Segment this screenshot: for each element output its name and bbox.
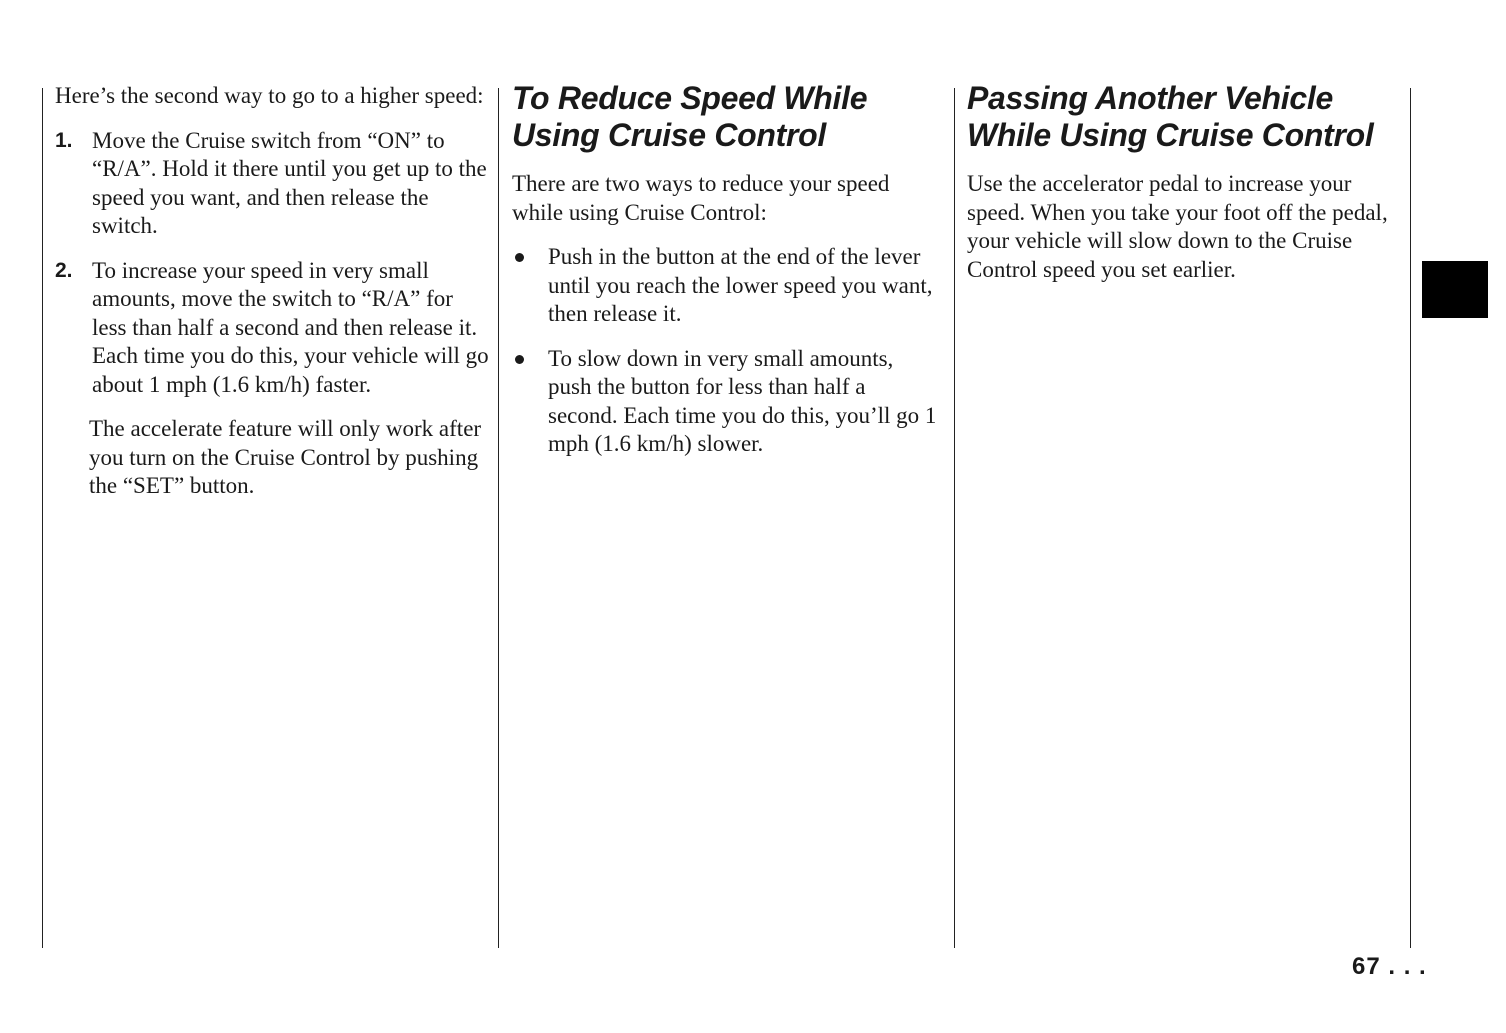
bullet-item	[512, 345, 938, 459]
column-3	[967, 80, 1399, 284]
column-2	[512, 80, 938, 475]
section-heading-passing: Passing Another Vehicle While Using Cruise Control	[967, 80, 1374, 153]
step-item	[55, 127, 491, 241]
column-3-body: Use the accelerator pedal to increase your speed. When you take your foot off the pedal, your vehicle will slow down to the Cruise Control speed you set earlier.	[967, 171, 1388, 282]
bullet-text: Push in the button at the end of the lever until you reach the lower speed you want, then release it.	[548, 244, 933, 326]
numbered-steps	[55, 127, 491, 400]
bullet-list	[512, 243, 938, 459]
section-heading-reduce-speed: To Reduce Speed While Using Cruise Control	[512, 80, 868, 153]
bullet-item	[512, 243, 938, 329]
column-rule-left	[42, 88, 43, 948]
bullet-icon	[512, 243, 548, 329]
column-rule-right	[1410, 88, 1411, 948]
step-number: 2.	[55, 258, 73, 282]
bullet-text: To slow down in very small amounts, push the button for less than half a second. Each time you do this, you’ll go 1 mph (1.6 km/h) slower.	[548, 345, 937, 456]
column-rule-middle-left	[498, 88, 499, 948]
accelerate-note: The accelerate feature will only work after you turn on the Cruise Control by pushing the “SET” button.	[89, 416, 482, 498]
step-text: To increase your speed in very small amounts, move the switch to “R/A” for less than half a second and then release it. Each time you do this, your vehicle will go about 1 mph (1.6 km/h) faster.	[92, 257, 489, 397]
page-number: 67 . . .	[1352, 953, 1427, 980]
section-tab-marker	[1422, 261, 1488, 318]
bullet-icon	[512, 345, 548, 459]
step-number: 1.	[55, 128, 73, 152]
step-item	[55, 257, 491, 400]
step-text: Move the Cruise switch from “ON” to “R/A”. Hold it there until you get up to the speed you want, and then release the switch.	[92, 127, 487, 238]
column-rule-middle-right	[954, 88, 955, 948]
column-1-intro: Here’s the second way to go to a higher speed:	[55, 83, 484, 108]
column-1	[55, 82, 491, 501]
column-2-intro: There are two ways to reduce your speed while using Cruise Control:	[512, 171, 890, 225]
